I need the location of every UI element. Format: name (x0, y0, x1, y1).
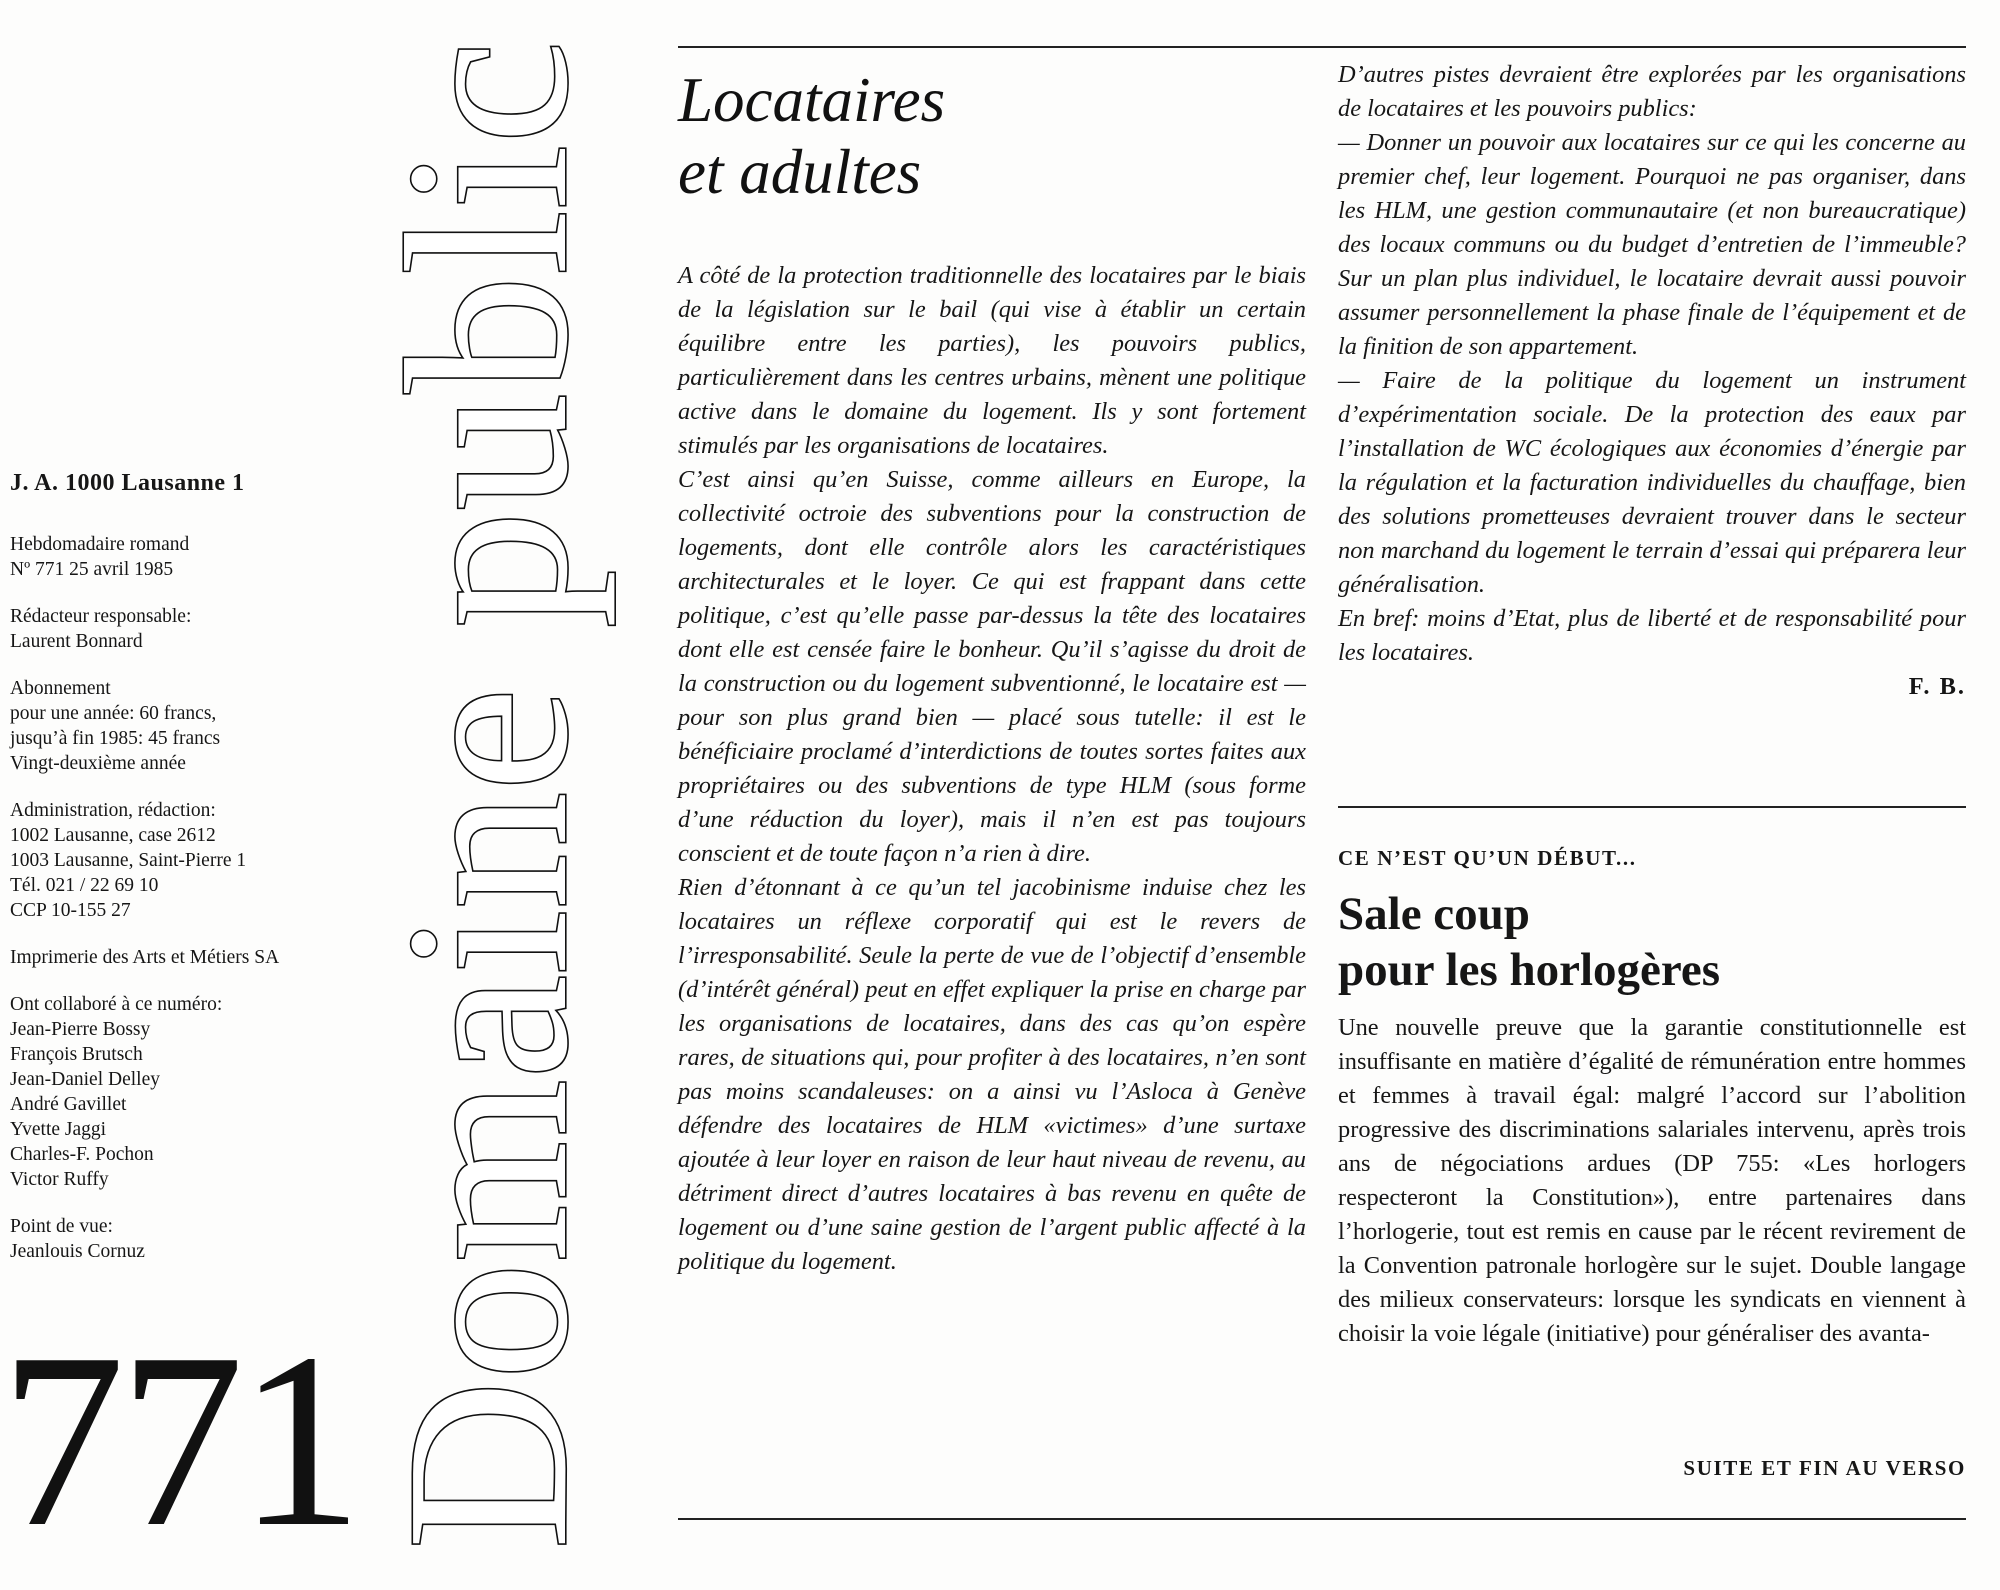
bottom-rule (678, 1518, 1966, 1520)
imprint-line: Yvette Jaggi (10, 1119, 107, 1140)
imprint-line: André Gavillet (10, 1094, 127, 1115)
imprint-block (10, 604, 355, 654)
article2-title (1338, 886, 1720, 998)
paragraph: D’autres pistes devraient être explorées par les organisations de locataires et les pouvoirs publics: (1338, 61, 1966, 122)
imprint-line: Tél. 021 / 22 69 10 (10, 875, 159, 896)
postal-line: J. A. 1000 Lausanne 1 (10, 470, 245, 496)
imprint-line: Vingt-deuxième année (10, 753, 186, 774)
imprint-line: Rédacteur responsable: (10, 606, 192, 627)
article-column-right (1338, 58, 1966, 704)
masthead-logo (359, 40, 616, 1550)
imprint-line: Jean-Pierre Bossy (10, 1019, 151, 1040)
imprint-line: Charles-F. Pochon (10, 1144, 154, 1165)
imprint-line: pour une année: 60 francs, (10, 703, 217, 724)
article2-body (1338, 1011, 1966, 1351)
top-rule (678, 46, 1966, 48)
imprint-line: Hebdomadaire romand (10, 534, 190, 555)
paragraph: Une nouvelle preuve que la garantie constitutionnelle est insuffisante en matière d’égalité de rémunération entre hommes et femmes à travail égal: malgré l’accord sur l’abolition progressive des discriminations salariales intervenu, après trois ans de négociations ardues (DP 755: «Les horlogers respecteront la Constitution»), entre partenaires dans l’horlogerie, tout est remis en cause par le récent revirement de la Convention patronale horlogère sur le sujet. Double langage des milieux conservateurs: lorsque les syndicats en viennent à choisir la voie légale (initiative) pour généraliser des avanta- (1338, 1014, 1966, 1347)
imprint-block (10, 1214, 355, 1264)
imprint-line: Imprimerie des Arts et Métiers SA (10, 947, 280, 968)
imprint-line: Nº 771 25 avril 1985 (10, 559, 174, 580)
imprint-line: Jean-Daniel Delley (10, 1069, 160, 1090)
imprint-line: Victor Ruffy (10, 1169, 109, 1190)
article-title (678, 64, 945, 208)
imprint (10, 532, 355, 1286)
article-title-line: et adultes (678, 137, 922, 207)
imprint-line: Abonnement (10, 678, 111, 699)
article2-title-line: pour les horlogères (1338, 944, 1721, 996)
paragraph: C’est ainsi qu’en Suisse, comme ailleurs en Europe, la collectivité octroie des subventions pour la construction de logements, dont elle contrôle alors les caractéristiques architecturales et le loyer. Ce qui est frappant dans cette politique, c’est qu’elle passe par-dessus la tête des locataires dont elle est censée faire le bonheur. Qu’il s’agisse du droit de la construction ou du logement subventionné, le locataire est — pour son plus grand bien — placé sous tutelle: il est le bénéficiaire proclamé d’interdictions de toutes sortes faites aux propriétaires ou des subventions de type HLM (sous forme d’une réduction du loyer), mais il n’en est pas toujours conscient et de toute façon n’a rien à dire. (678, 466, 1306, 867)
signature-row (1338, 670, 1966, 704)
imprint-line: Point de vue: (10, 1216, 113, 1237)
article-column-left (678, 259, 1306, 1279)
imprint-line: Ont collaboré à ce numéro: (10, 994, 223, 1015)
continued-notice: SUITE ET FIN AU VERSO (1683, 1456, 1966, 1480)
paragraph: — Faire de la politique du logement un instrument d’expérimentation sociale. De la protection des eaux par l’installation de WC écologiques aux économies d’énergie par la régulation et la facturation individuelles du chauffage, bien des solutions prometteuses devraient trouver dans le secteur non marchand du logement le terrain d’essai qui préparera leur généralisation. (1338, 367, 1966, 598)
imprint-line: CCP 10-155 27 (10, 900, 131, 921)
imprint-line: François Brutsch (10, 1044, 143, 1065)
masthead-logo-text: Domaine public (359, 61, 616, 1550)
paragraph: Rien d’étonnant à ce qu’un tel jacobinisme induise chez les locataires un réflexe corporatif qui est le revers de l’irresponsabilité. Seule la perte de vue de l’objectif d’ensemble (d’intérêt général) peut en effet expliquer la prise en charge par les organisations de locataires, dans des cas qu’on espère rares, de situations qui, pour profiter à des locataires, n’en sont pas moins scandaleuses: on a ainsi vu l’Asloca à Genève défendre des locataires de HLM «victimes» d’une surtaxe ajoutée à leur loyer en raison de leur haut niveau de revenu, au détriment direct d’autres locataires à bas revenu en quête de logement ou d’une saine gestion de l’argent public affecté à la politique du logement. (678, 874, 1306, 1275)
imprint-block (10, 532, 355, 582)
issue-number: 771 (0, 1302, 357, 1579)
imprint-block (10, 992, 355, 1192)
article2-kicker: CE N’EST QU’UN DÉBUT... (1338, 846, 1637, 870)
imprint-line: Laurent Bonnard (10, 631, 143, 652)
imprint-line: 1002 Lausanne, case 2612 (10, 825, 216, 846)
imprint-line: Jeanlouis Cornuz (10, 1241, 145, 1262)
imprint-block (10, 798, 355, 923)
article-signature: F. B. (1908, 673, 1966, 700)
article2-title-line: Sale coup (1338, 888, 1530, 940)
imprint-line: 1003 Lausanne, Saint-Pierre 1 (10, 850, 247, 871)
closing-paragraph (1338, 602, 1966, 670)
imprint-block (10, 945, 355, 970)
imprint-block (10, 676, 355, 776)
closing-text: En bref: moins d’Etat, plus de liberté et de responsabilité pour les locataires. (1338, 605, 1966, 666)
article-title-line: Locataires (678, 65, 946, 135)
article-separator-rule (1338, 806, 1966, 808)
paragraph: A côté de la protection traditionnelle des locataires par le biais de la législation sur le bail (qui vise à établir un certain équilibre entre les parties), les pouvoirs publics, particulièrement dans les centres urbains, mènent une politique active dans le domaine du logement. Ils y sont fortement stimulés par les organisations de locataires. (678, 262, 1306, 459)
imprint-line: Administration, rédaction: (10, 800, 216, 821)
paragraph: — Donner un pouvoir aux locataires sur ce qui les concerne au premier chef, leur logement. Pourquoi ne pas organiser, dans les HLM, une gestion communautaire (et non bureaucratique) des locaux communs ou du budget d’entretien de l’immeuble? Sur un plan plus individuel, le locataire devrait aussi pouvoir assumer personnellement la phase finale de l’équipement et de la finition de son appartement. (1338, 129, 1966, 360)
imprint-line: jusqu’à fin 1985: 45 francs (10, 728, 221, 749)
